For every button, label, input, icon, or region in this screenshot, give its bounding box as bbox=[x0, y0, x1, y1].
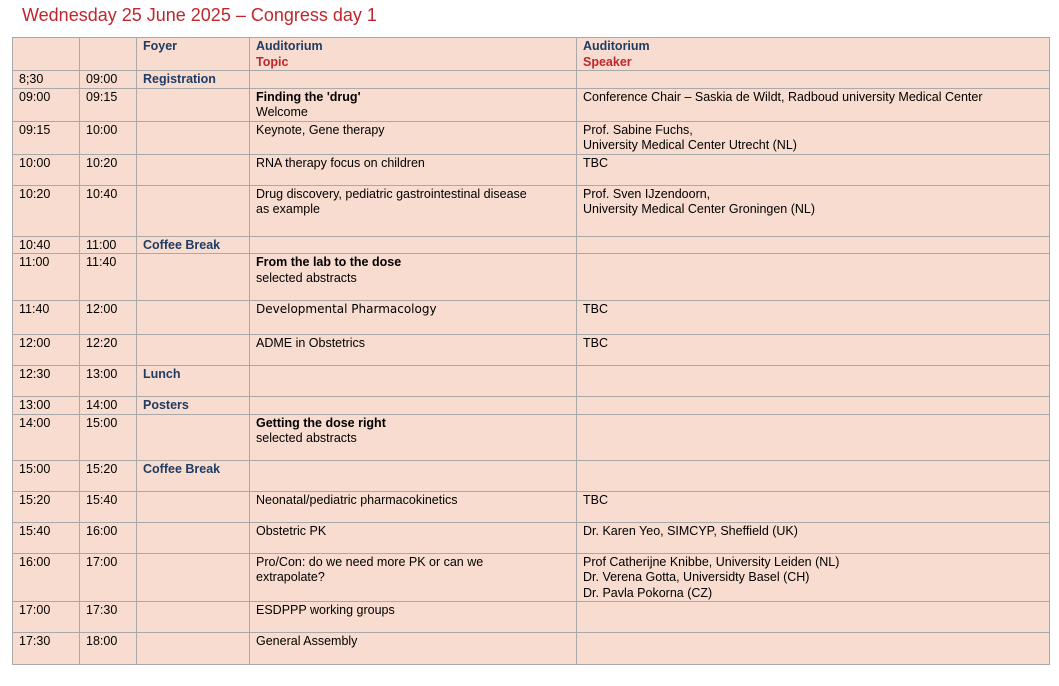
speaker-cell bbox=[577, 414, 1050, 460]
table-row bbox=[13, 397, 1050, 415]
end-time-cell bbox=[80, 71, 137, 89]
speaker-cell bbox=[577, 460, 1050, 491]
table-row bbox=[13, 154, 1050, 185]
start-time: 10:00 bbox=[19, 155, 51, 170]
start-time-cell bbox=[13, 71, 80, 89]
topic-cell bbox=[250, 460, 577, 491]
start-time: 11:00 bbox=[19, 255, 50, 269]
speaker-cell bbox=[577, 301, 1050, 335]
foyer-activity: Posters bbox=[143, 398, 189, 412]
foyer-activity: Registration bbox=[143, 72, 216, 86]
speaker-text: Prof. Sabine Fuchs, bbox=[583, 122, 693, 137]
table-row bbox=[13, 71, 1050, 89]
end-time: 17:30 bbox=[86, 603, 118, 617]
topic-cell bbox=[250, 71, 577, 89]
topic-cell bbox=[250, 491, 577, 522]
end-time: 10:40 bbox=[86, 186, 118, 201]
foyer-cell bbox=[137, 602, 250, 633]
speaker-cell bbox=[577, 366, 1050, 397]
foyer-cell bbox=[137, 491, 250, 522]
start-time: 15:20 bbox=[19, 492, 51, 507]
topic-text: Obstetric PK bbox=[256, 523, 327, 538]
start-time: 09:15 bbox=[19, 122, 51, 137]
end-time-cell bbox=[80, 88, 137, 121]
start-time: 15:40 bbox=[19, 523, 51, 538]
end-time-cell bbox=[80, 154, 137, 185]
topic-cell bbox=[250, 602, 577, 633]
speaker-cell bbox=[577, 236, 1050, 254]
end-time: 16:00 bbox=[86, 523, 118, 538]
start-time-cell bbox=[13, 154, 80, 185]
start-time-cell bbox=[13, 301, 80, 335]
topic-cell bbox=[250, 236, 577, 254]
speaker-text: TBC bbox=[583, 492, 608, 507]
end-time-cell bbox=[80, 633, 137, 665]
start-time-cell bbox=[13, 522, 80, 553]
header-speaker-cell bbox=[577, 38, 1050, 71]
header-start-cell bbox=[13, 38, 80, 71]
end-time: 14:00 bbox=[86, 398, 118, 412]
start-time-cell bbox=[13, 553, 80, 602]
table-row bbox=[13, 121, 1050, 154]
start-time: 16:00 bbox=[19, 554, 51, 569]
topic-text: Pro/Con: do we need more PK or can we bbox=[256, 554, 484, 569]
topic-cell bbox=[250, 154, 577, 185]
speaker-text: Dr. Verena Gotta, Universidty Basel (CH) bbox=[583, 570, 810, 584]
start-time-cell bbox=[13, 185, 80, 236]
end-time: 09:00 bbox=[86, 72, 118, 86]
end-time-cell bbox=[80, 522, 137, 553]
table-row bbox=[13, 414, 1050, 460]
speaker-cell bbox=[577, 602, 1050, 633]
end-time: 18:00 bbox=[86, 634, 118, 648]
table-row bbox=[13, 460, 1050, 491]
topic-text: ESDPPP working groups bbox=[256, 603, 395, 617]
topic-text: Developmental Pharmacology bbox=[256, 302, 437, 316]
start-time: 11:40 bbox=[19, 302, 50, 316]
start-time-cell bbox=[13, 121, 80, 154]
foyer-cell bbox=[137, 553, 250, 602]
header-auditorium: Auditorium bbox=[583, 39, 650, 53]
table-row bbox=[13, 602, 1050, 633]
topic-cell bbox=[250, 301, 577, 335]
end-time: 10:00 bbox=[86, 122, 118, 137]
start-time: 12:30 bbox=[19, 367, 51, 381]
speaker-text: Conference Chair – Saskia de Wildt, Radboud university Medical Center bbox=[583, 89, 983, 104]
speaker-cell bbox=[577, 397, 1050, 415]
header-topic-cell bbox=[250, 38, 577, 71]
end-time: 12:20 bbox=[86, 336, 118, 350]
end-time: 10:20 bbox=[86, 155, 118, 170]
speaker-cell bbox=[577, 633, 1050, 665]
topic-text: Drug discovery, pediatric gastrointestinal disease bbox=[256, 186, 527, 201]
table-row bbox=[13, 633, 1050, 665]
speaker-cell bbox=[577, 88, 1050, 121]
end-time-cell bbox=[80, 185, 137, 236]
start-time-cell bbox=[13, 88, 80, 121]
topic-cell bbox=[250, 366, 577, 397]
start-time: 17:30 bbox=[19, 634, 51, 648]
session-title: Getting the dose right bbox=[256, 415, 386, 430]
table-row bbox=[13, 185, 1050, 236]
start-time: 10:40 bbox=[19, 237, 51, 252]
start-time: 8;30 bbox=[19, 72, 44, 86]
foyer-cell bbox=[137, 522, 250, 553]
end-time-cell bbox=[80, 553, 137, 602]
topic-text: Neonatal/pediatric pharmacokinetics bbox=[256, 492, 458, 507]
topic-cell bbox=[250, 414, 577, 460]
speaker-text: TBC bbox=[583, 155, 608, 170]
start-time: 10:20 bbox=[19, 186, 51, 201]
table-row bbox=[13, 522, 1050, 553]
end-time: 13:00 bbox=[86, 367, 118, 381]
table-row bbox=[13, 366, 1050, 397]
table-row bbox=[13, 236, 1050, 254]
start-time-cell bbox=[13, 254, 80, 301]
foyer-cell bbox=[137, 460, 250, 491]
foyer-cell bbox=[137, 366, 250, 397]
end-time: 17:00 bbox=[86, 554, 118, 569]
table-row bbox=[13, 553, 1050, 602]
start-time: 15:00 bbox=[19, 461, 51, 476]
end-time-cell bbox=[80, 254, 137, 301]
start-time: 17:00 bbox=[19, 603, 51, 617]
start-time-cell bbox=[13, 397, 80, 415]
speaker-text: Prof. Sven IJzendoorn, bbox=[583, 186, 711, 201]
session-title: From the lab to the dose bbox=[256, 255, 402, 269]
header-speaker: Speaker bbox=[583, 54, 632, 69]
speaker-cell bbox=[577, 491, 1050, 522]
topic-text: Keynote, Gene therapy bbox=[256, 122, 385, 137]
end-time: 11:40 bbox=[86, 255, 117, 269]
topic-text: ADME in Obstetrics bbox=[256, 336, 366, 350]
topic-text: Welcome bbox=[256, 105, 308, 119]
topic-text: RNA therapy focus on children bbox=[256, 155, 425, 170]
start-time-cell bbox=[13, 633, 80, 665]
speaker-text: Dr. Pavla Pokorna (CZ) bbox=[583, 585, 713, 600]
table-row bbox=[13, 491, 1050, 522]
topic-cell bbox=[250, 254, 577, 301]
speaker-text: TBC bbox=[583, 336, 608, 350]
speaker-cell bbox=[577, 254, 1050, 301]
topic-text: selected abstracts bbox=[256, 431, 357, 445]
start-time: 12:00 bbox=[19, 336, 51, 350]
speaker-cell bbox=[577, 553, 1050, 602]
topic-cell bbox=[250, 88, 577, 121]
end-time-cell bbox=[80, 414, 137, 460]
topic-cell bbox=[250, 553, 577, 602]
start-time-cell bbox=[13, 366, 80, 397]
foyer-cell bbox=[137, 236, 250, 254]
table-row bbox=[13, 88, 1050, 121]
foyer-cell bbox=[137, 414, 250, 460]
start-time-cell bbox=[13, 602, 80, 633]
speaker-text: University Medical Center Utrecht (NL) bbox=[583, 138, 797, 152]
speaker-text: Prof Catherijne Knibbe, University Leiden (NL) bbox=[583, 554, 840, 569]
end-time-cell bbox=[80, 602, 137, 633]
topic-cell bbox=[250, 335, 577, 366]
speaker-cell bbox=[577, 335, 1050, 366]
session-title: Finding the 'drug' bbox=[256, 89, 361, 104]
speaker-text: TBC bbox=[583, 302, 608, 316]
end-time-cell bbox=[80, 397, 137, 415]
page-title: Wednesday 25 June 2025 – Congress day 1 bbox=[22, 5, 377, 25]
foyer-activity: Coffee Break bbox=[143, 237, 221, 252]
end-time: 11:00 bbox=[86, 237, 117, 252]
end-time-cell bbox=[80, 491, 137, 522]
header-row bbox=[13, 38, 1050, 71]
speaker-cell bbox=[577, 185, 1050, 236]
foyer-cell bbox=[137, 301, 250, 335]
end-time: 15:00 bbox=[86, 415, 118, 430]
foyer-cell bbox=[137, 335, 250, 366]
end-time-cell bbox=[80, 460, 137, 491]
table-row bbox=[13, 335, 1050, 366]
start-time-cell bbox=[13, 236, 80, 254]
foyer-cell bbox=[137, 254, 250, 301]
start-time-cell bbox=[13, 491, 80, 522]
header-end-cell bbox=[80, 38, 137, 71]
speaker-text: University Medical Center Groningen (NL) bbox=[583, 202, 816, 216]
foyer-activity: Lunch bbox=[143, 367, 181, 381]
topic-cell bbox=[250, 633, 577, 665]
speaker-text: Dr. Karen Yeo, SIMCYP, Sheffield (UK) bbox=[583, 523, 798, 538]
end-time-cell bbox=[80, 301, 137, 335]
start-time: 09:00 bbox=[19, 89, 51, 104]
topic-cell bbox=[250, 522, 577, 553]
topic-text-cont: as example bbox=[256, 202, 320, 216]
foyer-cell bbox=[137, 397, 250, 415]
topic-text-cont: extrapolate? bbox=[256, 570, 325, 584]
end-time: 15:40 bbox=[86, 492, 118, 507]
end-time: 09:15 bbox=[86, 89, 118, 104]
table-row bbox=[13, 254, 1050, 301]
foyer-cell bbox=[137, 121, 250, 154]
speaker-cell bbox=[577, 154, 1050, 185]
end-time-cell bbox=[80, 366, 137, 397]
speaker-cell bbox=[577, 71, 1050, 89]
header-auditorium: Auditorium bbox=[256, 39, 323, 53]
header-foyer: Foyer bbox=[137, 38, 250, 71]
foyer-cell bbox=[137, 154, 250, 185]
start-time-cell bbox=[13, 335, 80, 366]
foyer-activity: Coffee Break bbox=[143, 461, 221, 476]
end-time: 12:00 bbox=[86, 302, 118, 316]
end-time-cell bbox=[80, 121, 137, 154]
programme-table bbox=[12, 37, 1050, 665]
header-topic: Topic bbox=[256, 54, 289, 69]
end-time-cell bbox=[80, 236, 137, 254]
topic-cell bbox=[250, 185, 577, 236]
topic-text: General Assembly bbox=[256, 634, 358, 648]
start-time-cell bbox=[13, 414, 80, 460]
foyer-cell bbox=[137, 185, 250, 236]
table-row bbox=[13, 301, 1050, 335]
topic-cell bbox=[250, 397, 577, 415]
end-time-cell bbox=[80, 335, 137, 366]
start-time: 13:00 bbox=[19, 398, 51, 412]
foyer-cell bbox=[137, 88, 250, 121]
foyer-cell bbox=[137, 633, 250, 665]
topic-text: selected abstracts bbox=[256, 270, 357, 285]
speaker-cell bbox=[577, 121, 1050, 154]
topic-cell bbox=[250, 121, 577, 154]
foyer-cell bbox=[137, 71, 250, 89]
start-time: 14:00 bbox=[19, 415, 51, 430]
end-time: 15:20 bbox=[86, 461, 118, 476]
speaker-cell bbox=[577, 522, 1050, 553]
start-time-cell bbox=[13, 460, 80, 491]
